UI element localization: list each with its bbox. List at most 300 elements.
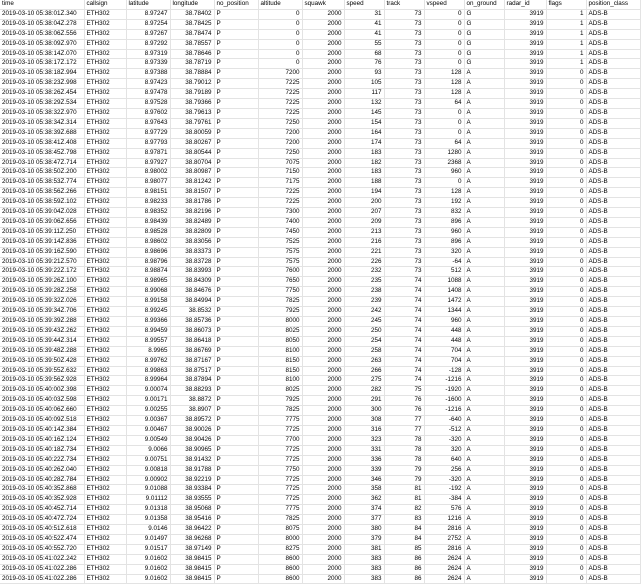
table-cell[interactable]: A <box>464 168 504 178</box>
table-cell[interactable]: 9.00902 <box>126 475 170 485</box>
table-cell[interactable]: 8600 <box>258 554 302 564</box>
table-cell[interactable]: P <box>214 346 258 356</box>
table-cell[interactable]: 7825 <box>258 406 302 416</box>
table-cell[interactable]: ADS-B <box>586 277 640 287</box>
table-cell[interactable]: 2019-03-10 05:40:47Z.724 <box>0 515 84 525</box>
table-cell[interactable]: 38.78557 <box>170 39 214 49</box>
table-cell[interactable]: ETH302 <box>84 515 126 525</box>
table-cell[interactable]: 38.88293 <box>170 386 214 396</box>
table-cell[interactable]: 339 <box>344 465 384 475</box>
table-cell[interactable]: 380 <box>344 525 384 535</box>
table-cell[interactable]: P <box>214 118 258 128</box>
table-cell[interactable]: -640 <box>424 416 464 426</box>
table-cell[interactable]: 73 <box>384 198 424 208</box>
table-cell[interactable]: 182 <box>344 158 384 168</box>
table-cell[interactable]: 8.97528 <box>126 99 170 109</box>
table-cell[interactable]: 38.86073 <box>170 326 214 336</box>
table-cell[interactable]: 8150 <box>258 366 302 376</box>
table-cell[interactable]: 3919 <box>504 525 546 535</box>
table-cell[interactable]: ADS-B <box>586 435 640 445</box>
table-cell[interactable]: 38.79366 <box>170 99 214 109</box>
table-cell[interactable]: 2752 <box>424 534 464 544</box>
table-cell[interactable]: ADS-B <box>586 465 640 475</box>
table-cell[interactable]: 3919 <box>504 108 546 118</box>
table-cell[interactable]: P <box>214 247 258 257</box>
column-header[interactable]: longitude <box>170 0 214 9</box>
table-cell[interactable]: 9.00255 <box>126 406 170 416</box>
table-cell[interactable]: 3919 <box>504 495 546 505</box>
table-cell[interactable]: 2000 <box>302 138 344 148</box>
table-cell[interactable]: ADS-B <box>586 475 640 485</box>
table-cell[interactable]: 2000 <box>302 386 344 396</box>
table-cell[interactable]: ADS-B <box>586 525 640 535</box>
table-cell[interactable]: 9.00367 <box>126 416 170 426</box>
table-cell[interactable]: 1472 <box>424 297 464 307</box>
table-cell[interactable]: 7725 <box>258 495 302 505</box>
table-cell[interactable]: 8.97339 <box>126 59 170 69</box>
table-cell[interactable]: 73 <box>384 237 424 247</box>
table-cell[interactable]: 2019-03-10 05:39:39Z.288 <box>0 317 84 327</box>
table-cell[interactable]: ETH302 <box>84 287 126 297</box>
table-cell[interactable]: 2019-03-10 05:38:45Z.798 <box>0 148 84 158</box>
table-cell[interactable]: P <box>214 148 258 158</box>
table-cell[interactable]: 7225 <box>258 188 302 198</box>
table-cell[interactable]: ADS-B <box>586 366 640 376</box>
table-cell[interactable]: 86 <box>384 574 424 584</box>
table-cell[interactable]: 320 <box>424 247 464 257</box>
table-cell[interactable]: ETH302 <box>84 356 126 366</box>
table-cell[interactable]: 2019-03-10 05:38:56Z.266 <box>0 188 84 198</box>
table-cell[interactable]: 3919 <box>504 208 546 218</box>
table-cell[interactable]: 38.78884 <box>170 69 214 79</box>
table-cell[interactable]: 73 <box>384 217 424 227</box>
table-cell[interactable]: 7750 <box>258 465 302 475</box>
table-cell[interactable]: 2000 <box>302 336 344 346</box>
table-cell[interactable]: 0 <box>546 148 586 158</box>
table-cell[interactable]: 74 <box>384 346 424 356</box>
table-cell[interactable]: 8.99557 <box>126 336 170 346</box>
table-cell[interactable]: 2000 <box>302 178 344 188</box>
table-cell[interactable]: A <box>464 277 504 287</box>
table-cell[interactable]: 2019-03-10 05:40:00Z.398 <box>0 386 84 396</box>
table-cell[interactable]: 0 <box>546 178 586 188</box>
table-cell[interactable]: 3919 <box>504 188 546 198</box>
table-cell[interactable]: 8600 <box>258 564 302 574</box>
table-cell[interactable]: A <box>464 366 504 376</box>
table-cell[interactable]: 38.95416 <box>170 515 214 525</box>
table-cell[interactable]: 2019-03-10 05:38:41Z.408 <box>0 138 84 148</box>
table-cell[interactable]: 183 <box>344 168 384 178</box>
table-cell[interactable]: 76 <box>384 396 424 406</box>
table-cell[interactable]: ETH302 <box>84 59 126 69</box>
table-cell[interactable]: P <box>214 99 258 109</box>
table-cell[interactable]: A <box>464 416 504 426</box>
column-header[interactable]: vspeed <box>424 0 464 9</box>
table-cell[interactable]: 73 <box>384 208 424 218</box>
table-cell[interactable]: ETH302 <box>84 346 126 356</box>
table-cell[interactable]: 7200 <box>258 138 302 148</box>
table-cell[interactable]: A <box>464 455 504 465</box>
table-cell[interactable]: 2019-03-10 05:38:09Z.970 <box>0 39 84 49</box>
table-cell[interactable]: P <box>214 406 258 416</box>
table-cell[interactable]: 2000 <box>302 425 344 435</box>
table-cell[interactable]: A <box>464 544 504 554</box>
table-cell[interactable]: 1408 <box>424 287 464 297</box>
table-cell[interactable]: ETH302 <box>84 505 126 515</box>
table-cell[interactable]: ETH302 <box>84 138 126 148</box>
table-cell[interactable]: 0 <box>546 79 586 89</box>
table-cell[interactable]: 8.97388 <box>126 69 170 79</box>
table-cell[interactable]: P <box>214 29 258 39</box>
table-cell[interactable]: P <box>214 495 258 505</box>
table-cell[interactable]: 3919 <box>504 465 546 475</box>
table-cell[interactable]: 188 <box>344 178 384 188</box>
table-cell[interactable]: P <box>214 227 258 237</box>
table-cell[interactable]: P <box>214 465 258 475</box>
table-cell[interactable]: ADS-B <box>586 406 640 416</box>
table-cell[interactable]: 8.97602 <box>126 108 170 118</box>
column-header[interactable]: on_ground <box>464 0 504 9</box>
table-cell[interactable]: 2000 <box>302 505 344 515</box>
table-cell[interactable]: ADS-B <box>586 198 640 208</box>
table-cell[interactable]: 82 <box>384 505 424 515</box>
table-cell[interactable]: 242 <box>344 307 384 317</box>
table-cell[interactable]: 0 <box>258 39 302 49</box>
table-cell[interactable]: P <box>214 356 258 366</box>
table-cell[interactable]: 2000 <box>302 366 344 376</box>
table-cell[interactable]: ADS-B <box>586 267 640 277</box>
table-cell[interactable]: ETH302 <box>84 485 126 495</box>
table-cell[interactable]: 383 <box>344 554 384 564</box>
table-cell[interactable]: 2000 <box>302 247 344 257</box>
table-cell[interactable]: A <box>464 495 504 505</box>
table-cell[interactable]: 2000 <box>302 515 344 525</box>
table-cell[interactable]: 9.01602 <box>126 554 170 564</box>
table-cell[interactable]: 7200 <box>258 69 302 79</box>
table-cell[interactable]: ETH302 <box>84 475 126 485</box>
table-cell[interactable]: 2000 <box>302 128 344 138</box>
table-cell[interactable]: ADS-B <box>586 29 640 39</box>
table-cell[interactable]: 9.01517 <box>126 544 170 554</box>
table-cell[interactable]: 258 <box>344 346 384 356</box>
table-cell[interactable]: 0 <box>546 257 586 267</box>
table-cell[interactable]: A <box>464 69 504 79</box>
table-cell[interactable]: 2000 <box>302 554 344 564</box>
table-cell[interactable]: ETH302 <box>84 574 126 584</box>
table-cell[interactable]: G <box>464 9 504 19</box>
table-cell[interactable]: 8100 <box>258 346 302 356</box>
table-cell[interactable]: 0 <box>546 525 586 535</box>
table-cell[interactable]: ETH302 <box>84 9 126 19</box>
table-cell[interactable]: 7725 <box>258 475 302 485</box>
table-cell[interactable]: 38.97149 <box>170 544 214 554</box>
table-cell[interactable]: 74 <box>384 307 424 317</box>
table-cell[interactable]: 0 <box>546 515 586 525</box>
table-cell[interactable]: 263 <box>344 356 384 366</box>
table-cell[interactable]: 3919 <box>504 554 546 564</box>
table-cell[interactable]: 73 <box>384 257 424 267</box>
table-cell[interactable]: P <box>214 89 258 99</box>
table-cell[interactable]: 8150 <box>258 356 302 366</box>
table-cell[interactable]: 2000 <box>302 188 344 198</box>
table-cell[interactable]: 3919 <box>504 198 546 208</box>
table-cell[interactable]: 7775 <box>258 505 302 515</box>
table-cell[interactable]: ETH302 <box>84 108 126 118</box>
table-cell[interactable]: 38.79761 <box>170 118 214 128</box>
table-cell[interactable]: 2019-03-10 05:39:22Z.172 <box>0 267 84 277</box>
table-cell[interactable]: 38.84676 <box>170 287 214 297</box>
table-cell[interactable]: A <box>464 148 504 158</box>
table-cell[interactable]: 38.82809 <box>170 227 214 237</box>
table-cell[interactable]: 64 <box>424 138 464 148</box>
table-cell[interactable]: 2019-03-10 05:38:06Z.556 <box>0 29 84 39</box>
table-cell[interactable]: 7300 <box>258 208 302 218</box>
table-cell[interactable]: 3919 <box>504 416 546 426</box>
table-cell[interactable]: 8000 <box>258 534 302 544</box>
table-cell[interactable]: 3919 <box>504 445 546 455</box>
table-cell[interactable]: ETH302 <box>84 39 126 49</box>
table-cell[interactable]: A <box>464 108 504 118</box>
table-cell[interactable]: A <box>464 574 504 584</box>
table-cell[interactable]: A <box>464 485 504 495</box>
table-cell[interactable]: 0 <box>546 544 586 554</box>
table-cell[interactable]: ETH302 <box>84 544 126 554</box>
table-cell[interactable]: P <box>214 208 258 218</box>
table-cell[interactable]: 3919 <box>504 89 546 99</box>
table-cell[interactable]: 379 <box>344 534 384 544</box>
table-cell[interactable]: 2000 <box>302 108 344 118</box>
table-cell[interactable]: ETH302 <box>84 118 126 128</box>
table-cell[interactable]: ETH302 <box>84 307 126 317</box>
table-cell[interactable]: 7225 <box>258 108 302 118</box>
table-cell[interactable]: 8.9965 <box>126 346 170 356</box>
table-cell[interactable]: ETH302 <box>84 465 126 475</box>
table-cell[interactable]: 2019-03-10 05:40:52Z.474 <box>0 534 84 544</box>
table-cell[interactable]: 73 <box>384 227 424 237</box>
table-cell[interactable]: 0 <box>546 297 586 307</box>
table-cell[interactable]: 0 <box>546 89 586 99</box>
table-cell[interactable]: 2000 <box>302 168 344 178</box>
table-cell[interactable]: ETH302 <box>84 257 126 267</box>
table-cell[interactable]: 76 <box>384 406 424 416</box>
table-cell[interactable]: ADS-B <box>586 376 640 386</box>
table-cell[interactable]: 2000 <box>302 406 344 416</box>
table-cell[interactable]: 68 <box>344 49 384 59</box>
table-cell[interactable]: 8275 <box>258 544 302 554</box>
table-cell[interactable]: ETH302 <box>84 19 126 29</box>
table-cell[interactable]: P <box>214 287 258 297</box>
table-cell[interactable]: 8.99863 <box>126 366 170 376</box>
table-cell[interactable]: ADS-B <box>586 416 640 426</box>
table-cell[interactable]: 73 <box>384 19 424 29</box>
table-cell[interactable]: 38.8907 <box>170 406 214 416</box>
table-cell[interactable]: ETH302 <box>84 178 126 188</box>
table-cell[interactable]: ADS-B <box>586 564 640 574</box>
table-cell[interactable]: 75 <box>384 386 424 396</box>
table-cell[interactable]: 2019-03-10 05:40:35Z.928 <box>0 495 84 505</box>
table-cell[interactable]: 3919 <box>504 277 546 287</box>
table-cell[interactable]: 8.97927 <box>126 158 170 168</box>
table-cell[interactable]: 86 <box>384 564 424 574</box>
table-cell[interactable]: 960 <box>424 227 464 237</box>
table-cell[interactable]: 2019-03-10 05:40:51Z.618 <box>0 525 84 535</box>
table-cell[interactable]: 7725 <box>258 485 302 495</box>
table-cell[interactable]: 0 <box>546 465 586 475</box>
table-cell[interactable]: 2000 <box>302 346 344 356</box>
table-cell[interactable]: 86 <box>384 554 424 564</box>
table-cell[interactable]: 2000 <box>302 435 344 445</box>
table-cell[interactable]: 7725 <box>258 455 302 465</box>
table-cell[interactable]: 239 <box>344 297 384 307</box>
table-cell[interactable]: 2019-03-10 05:38:29Z.534 <box>0 99 84 109</box>
table-cell[interactable]: 245 <box>344 317 384 327</box>
table-cell[interactable]: A <box>464 188 504 198</box>
table-cell[interactable]: 1280 <box>424 148 464 158</box>
table-cell[interactable]: P <box>214 79 258 89</box>
table-cell[interactable]: 362 <box>344 495 384 505</box>
table-cell[interactable]: 300 <box>344 406 384 416</box>
table-cell[interactable]: 2000 <box>302 49 344 59</box>
table-cell[interactable]: 8.99366 <box>126 317 170 327</box>
table-cell[interactable]: 3919 <box>504 247 546 257</box>
column-header[interactable]: callsign <box>84 0 126 9</box>
table-cell[interactable]: P <box>214 534 258 544</box>
table-cell[interactable]: 9.01088 <box>126 485 170 495</box>
table-cell[interactable]: P <box>214 386 258 396</box>
table-cell[interactable]: 0 <box>546 227 586 237</box>
table-cell[interactable]: 74 <box>384 317 424 327</box>
table-cell[interactable]: 383 <box>344 564 384 574</box>
table-cell[interactable]: 2019-03-10 05:38:23Z.998 <box>0 79 84 89</box>
table-cell[interactable]: ETH302 <box>84 525 126 535</box>
table-cell[interactable]: 308 <box>344 416 384 426</box>
table-cell[interactable]: ETH302 <box>84 99 126 109</box>
table-cell[interactable]: 316 <box>344 425 384 435</box>
table-cell[interactable]: 2000 <box>302 237 344 247</box>
table-cell[interactable]: 8.99762 <box>126 356 170 366</box>
table-cell[interactable]: 0 <box>424 59 464 69</box>
table-cell[interactable]: -1216 <box>424 406 464 416</box>
table-cell[interactable]: 2019-03-10 05:41:02Z.286 <box>0 574 84 584</box>
table-cell[interactable]: 3919 <box>504 237 546 247</box>
table-cell[interactable]: 73 <box>384 148 424 158</box>
table-cell[interactable]: P <box>214 69 258 79</box>
table-cell[interactable]: 2000 <box>302 89 344 99</box>
table-cell[interactable]: 38.87517 <box>170 366 214 376</box>
table-cell[interactable]: 38.80544 <box>170 148 214 158</box>
table-cell[interactable]: A <box>464 317 504 327</box>
table-cell[interactable]: 323 <box>344 435 384 445</box>
table-cell[interactable]: 78 <box>384 435 424 445</box>
table-cell[interactable]: 336 <box>344 455 384 465</box>
table-cell[interactable]: 3919 <box>504 455 546 465</box>
table-cell[interactable]: 0 <box>546 138 586 148</box>
table-cell[interactable]: ETH302 <box>84 49 126 59</box>
table-cell[interactable]: A <box>464 406 504 416</box>
table-cell[interactable]: 73 <box>384 128 424 138</box>
table-cell[interactable]: 960 <box>424 317 464 327</box>
table-cell[interactable]: 9.0146 <box>126 525 170 535</box>
table-cell[interactable]: 3919 <box>504 39 546 49</box>
table-cell[interactable]: A <box>464 554 504 564</box>
table-cell[interactable]: 2019-03-10 05:39:48Z.288 <box>0 346 84 356</box>
table-cell[interactable]: 74 <box>384 326 424 336</box>
table-cell[interactable]: ETH302 <box>84 267 126 277</box>
table-cell[interactable]: ETH302 <box>84 317 126 327</box>
table-cell[interactable]: 38.84309 <box>170 277 214 287</box>
table-cell[interactable]: 3919 <box>504 287 546 297</box>
table-cell[interactable]: A <box>464 515 504 525</box>
table-cell[interactable]: 200 <box>344 198 384 208</box>
table-cell[interactable]: -192 <box>424 485 464 495</box>
table-cell[interactable]: 3919 <box>504 326 546 336</box>
table-cell[interactable]: 2019-03-10 05:38:59Z.102 <box>0 198 84 208</box>
table-cell[interactable]: A <box>464 445 504 455</box>
table-cell[interactable]: 3919 <box>504 307 546 317</box>
table-cell[interactable]: 9.0066 <box>126 445 170 455</box>
table-cell[interactable]: 7825 <box>258 297 302 307</box>
table-cell[interactable]: 0 <box>546 406 586 416</box>
table-cell[interactable]: 76 <box>344 59 384 69</box>
table-cell[interactable]: A <box>464 267 504 277</box>
table-cell[interactable]: 3919 <box>504 406 546 416</box>
table-cell[interactable]: 8.98528 <box>126 227 170 237</box>
table-cell[interactable]: 275 <box>344 376 384 386</box>
table-cell[interactable]: 8.97247 <box>126 9 170 19</box>
table-cell[interactable]: 3919 <box>504 49 546 59</box>
table-cell[interactable]: 576 <box>424 505 464 515</box>
table-cell[interactable]: A <box>464 257 504 267</box>
table-cell[interactable]: 2019-03-10 05:40:03Z.598 <box>0 396 84 406</box>
table-cell[interactable]: 8.98002 <box>126 168 170 178</box>
table-cell[interactable]: 8100 <box>258 376 302 386</box>
table-cell[interactable]: 38.84994 <box>170 297 214 307</box>
table-cell[interactable]: ETH302 <box>84 445 126 455</box>
table-cell[interactable]: A <box>464 534 504 544</box>
table-cell[interactable]: 704 <box>424 356 464 366</box>
table-cell[interactable]: 128 <box>424 89 464 99</box>
table-cell[interactable]: 2000 <box>302 317 344 327</box>
table-cell[interactable]: 256 <box>424 465 464 475</box>
table-cell[interactable]: 73 <box>384 108 424 118</box>
table-cell[interactable]: 38.90965 <box>170 445 214 455</box>
table-cell[interactable]: 2019-03-10 05:39:04Z.028 <box>0 208 84 218</box>
table-cell[interactable]: 38.83056 <box>170 237 214 247</box>
table-cell[interactable]: P <box>214 366 258 376</box>
table-cell[interactable]: 0 <box>546 356 586 366</box>
table-cell[interactable]: A <box>464 217 504 227</box>
table-cell[interactable]: 235 <box>344 277 384 287</box>
table-cell[interactable]: 73 <box>384 69 424 79</box>
table-cell[interactable]: 7700 <box>258 435 302 445</box>
table-cell[interactable]: 38.78719 <box>170 59 214 69</box>
table-cell[interactable]: 896 <box>424 217 464 227</box>
table-cell[interactable]: 207 <box>344 208 384 218</box>
table-cell[interactable]: ETH302 <box>84 29 126 39</box>
table-cell[interactable]: 2000 <box>302 416 344 426</box>
column-header[interactable]: speed <box>344 0 384 9</box>
table-cell[interactable]: -384 <box>424 495 464 505</box>
table-cell[interactable]: 38.81786 <box>170 198 214 208</box>
table-cell[interactable]: A <box>464 247 504 257</box>
table-cell[interactable]: ETH302 <box>84 336 126 346</box>
table-cell[interactable]: 0 <box>424 118 464 128</box>
table-cell[interactable]: 8.98352 <box>126 208 170 218</box>
table-cell[interactable]: 2000 <box>302 208 344 218</box>
table-cell[interactable]: 8.97254 <box>126 19 170 29</box>
table-cell[interactable]: 331 <box>344 445 384 455</box>
table-cell[interactable]: 0 <box>546 128 586 138</box>
